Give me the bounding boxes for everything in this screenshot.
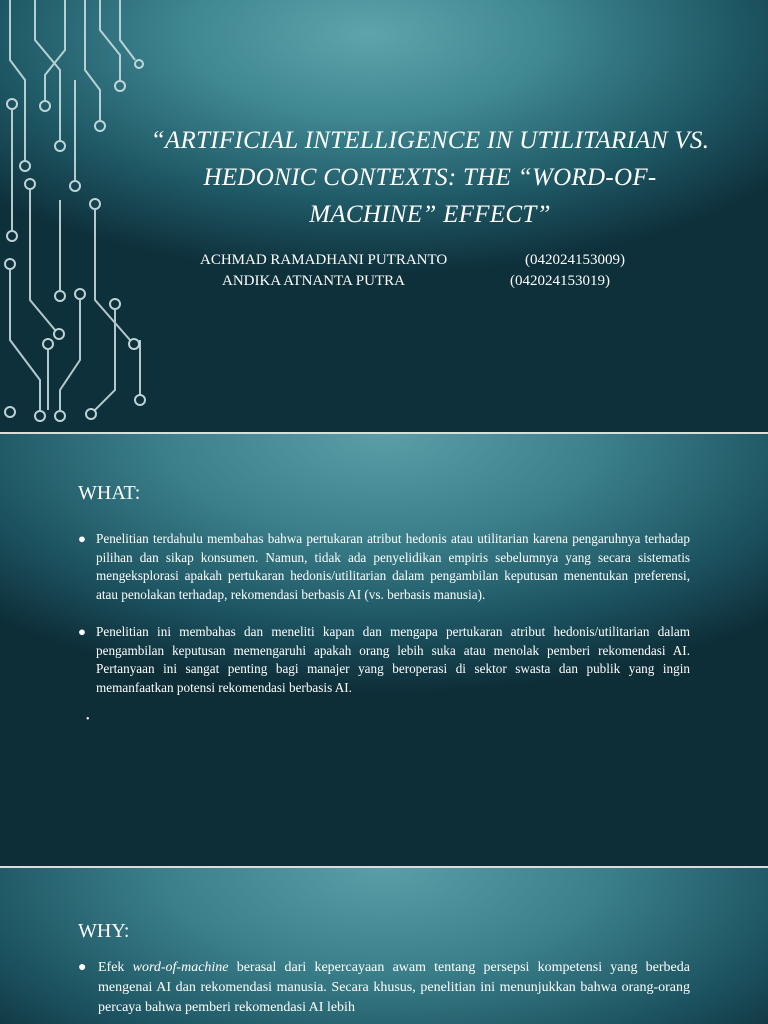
- author-id: (042024153009): [525, 252, 625, 268]
- what-slide: [0, 434, 768, 866]
- author-row: [200, 250, 680, 271]
- author-id: (042024153019): [510, 273, 610, 289]
- author-list: [200, 250, 680, 292]
- bullet-text-prefix: Efek: [98, 960, 133, 975]
- list-item: [78, 530, 690, 604]
- list-item: [78, 623, 690, 697]
- bullet-emphasis: word-of-machine: [132, 960, 229, 975]
- bullet-icon: ●: [78, 531, 86, 546]
- empty-bullet-icon: •: [86, 714, 90, 725]
- author-row: [200, 271, 680, 292]
- bullet-text: berasal dari kepercayaan awam tentang persepsi kompetensi yang berbeda mengenai AI dan rekomendasi manusia. Secara khusus, penelitian ini menunjukkan bahwa orang-orang percaya bahwa pemberi rekomendasi AI lebih: [98, 960, 690, 1015]
- why-slide: [0, 868, 768, 1024]
- circuit-decoration: [0, 0, 150, 432]
- author-name: ACHMAD RAMADHANI PUTRANTO: [200, 252, 448, 268]
- slide-heading: WHAT:: [78, 482, 141, 504]
- bullet-icon: ●: [78, 960, 87, 975]
- bullet-text: Penelitian terdahulu membahas bahwa pertukaran atribut hedonis atau utilitarian karena pengaruhnya terhadap pilihan dan sikap konsumen. Namun, tidak ada penyelidikan empiris sebelumnya yang secara sistematis mengeksplorasi apakah pertukaran hedonis/utilitarian dalam pengambilan keputusan menentukan preferensi, atau penolakan terhadap, rekomendasi berbasis AI (vs. berbasis manusia).: [96, 531, 690, 602]
- bullet-text: Penelitian ini membahas dan meneliti kapan dan mengapa pertukaran atribut hedonis/utilitarian dalam pengambilan keputusan memengaruhi apakah orang lebih suka atau menolak pemberi rekomendasi AI. Pertanyaan ini sangat penting bagi manajer yang beroperasi di sektor swasta dan publik yang ingin memanfaatkan potensi rekomendasi berbasis AI.: [96, 624, 690, 695]
- slide-heading: WHY:: [78, 920, 130, 942]
- title-slide: [0, 0, 768, 432]
- list-item: [78, 958, 690, 1018]
- slide-title: “ARTIFICIAL INTELLIGENCE IN UTILITARIAN VS. HEDONIC CONTEXTS: THE “WORD-OF-MACHINE” EFFECT”: [150, 127, 710, 228]
- bullet-list: [78, 530, 690, 716]
- bullet-icon: ●: [78, 624, 86, 639]
- author-name: ANDIKA ATNANTA PUTRA: [222, 273, 405, 289]
